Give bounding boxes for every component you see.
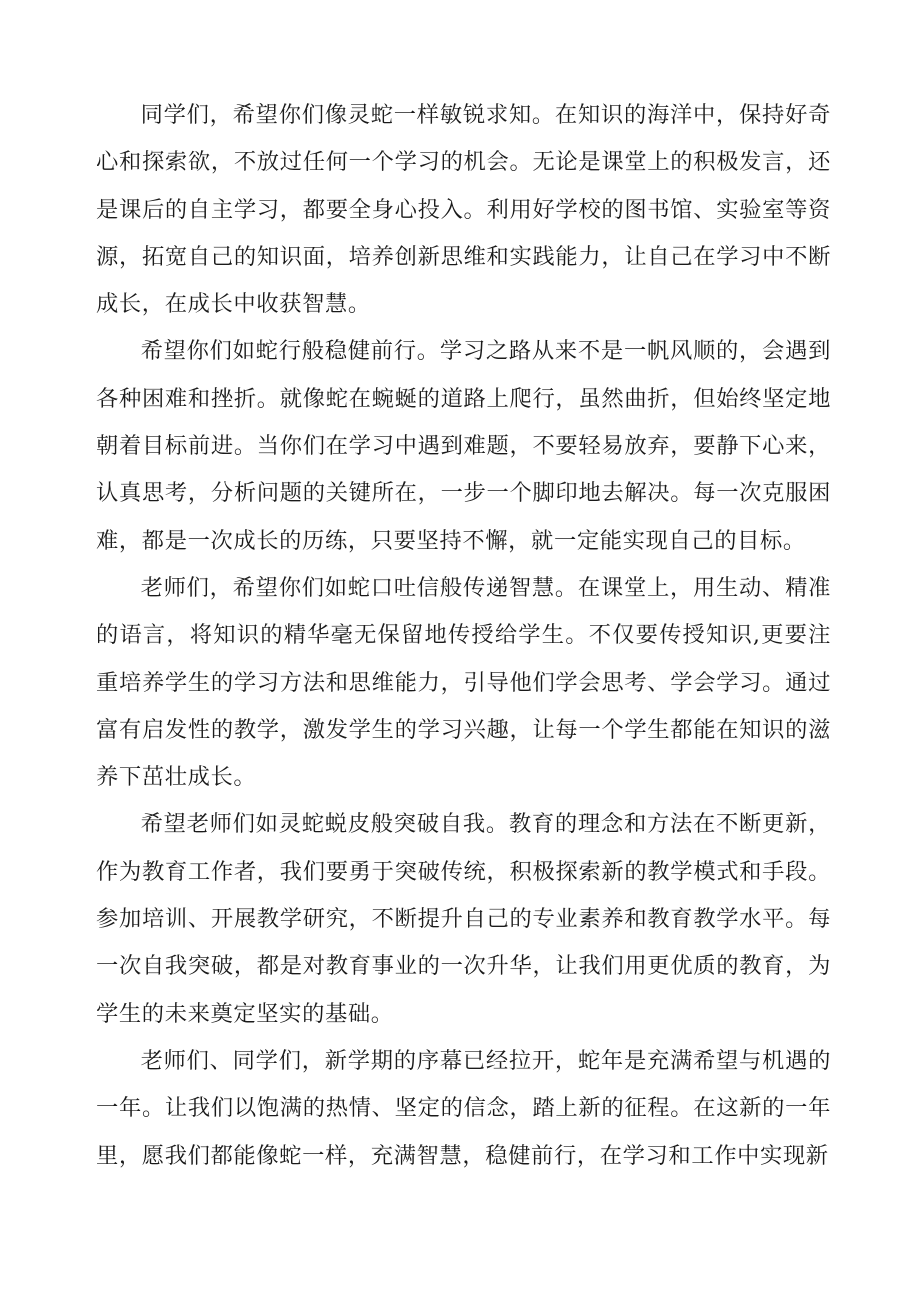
paragraph-students-knowledge: 同学们，希望你们像灵蛇一样敏锐求知。在知识的海洋中，保持好奇心和探索欲，不放过任何一个学习的机会。无论是课堂上的积极发言，还是课后的自主学习，都要全身心投入。利用好学校的图书馆、实验室等资源，拓宽自己的知识面，培养创新思维和实践能力，让自己在学习中不断成长，在成长中收获智慧。 xyxy=(96,102,831,318)
paragraph-teachers-wisdom: 老师们，希望你们如蛇口吐信般传递智慧。在课堂上，用生动、精准的语言，将知识的精华毫无保留地传授给学生。不仅要传授知识,更要注重培养学生的学习方法和思维能力，引导他们学会思考、学会学习。通过富有启发性的教学，激发学生的学习兴趣，让每一个学生都能在知识的滋养下茁壮成长。 xyxy=(96,574,831,791)
paragraph-steady-progress: 希望你们如蛇行般稳健前行。学习之路从来不是一帆风顺的，会遇到各种困难和挫折。就像蛇在蜿蜒的道路上爬行，虽然曲折，但始终坚定地朝着目标前进。当你们在学习中遇到难题，不要轻易放弃，要静下心来，认真思考，分析问题的关键所在，一步一个脚印地去解决。每一次克服困难，都是一次成长的历练，只要坚持不懈，就一定能实现自己的目标。 xyxy=(96,338,831,554)
paragraph-new-semester: 老师们、同学们，新学期的序幕已经拉开，蛇年是充满希望与机遇的一年。让我们以饱满的热情、坚定的信念，踏上新的征程。在这新的一年里，愿我们都能像蛇一样，充满智慧，稳健前行，在学习和工作中实现新 xyxy=(96,1047,831,1169)
paragraph-teachers-self-breakthrough: 希望老师们如灵蛇蜕皮般突破自我。教育的理念和方法在不断更新，作为教育工作者，我们要勇于突破传统，积极探索新的教学模式和手段。参加培训、开展教学研究，不断提升自己的专业素养和教育教学水平。每一次自我突破，都是对教育事业的一次升华，让我们用更优质的教育，为学生的未来奠定坚实的基础。 xyxy=(96,811,831,1027)
document-body xyxy=(96,92,831,1180)
